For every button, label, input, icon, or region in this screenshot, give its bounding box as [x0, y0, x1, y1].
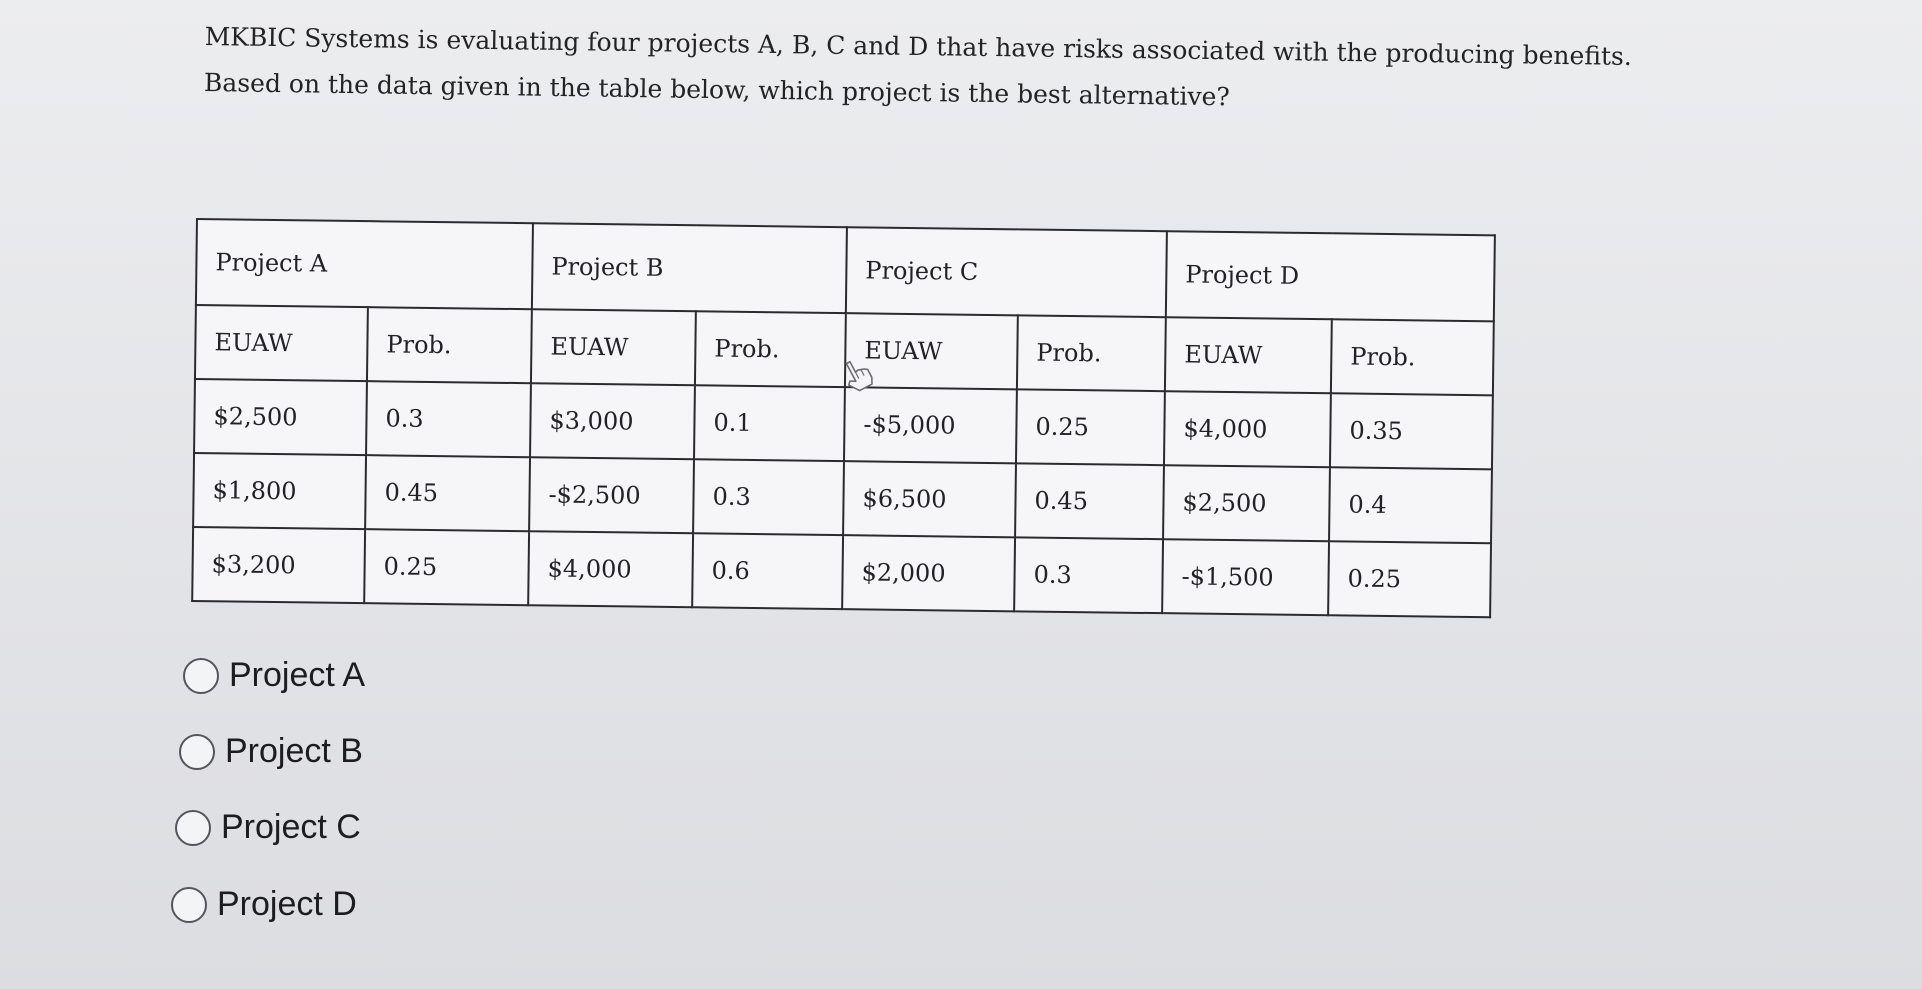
- table-cell: 0.45: [365, 455, 530, 531]
- option-project-c[interactable]: [175, 808, 361, 847]
- table-cell: $1,800: [193, 453, 366, 529]
- table-cell: 0.35: [1330, 393, 1493, 469]
- subheader-euaw: EUAW: [1165, 317, 1332, 393]
- table-cell: 0.4: [1329, 467, 1492, 543]
- table-cell: 0.3: [366, 381, 531, 457]
- radio-button-icon[interactable]: [171, 887, 207, 923]
- table-cell: 0.3: [1014, 537, 1163, 613]
- table-cell: -$5,000: [844, 387, 1017, 463]
- project-c-header: Project C: [846, 227, 1167, 317]
- option-label[interactable]: Project C: [221, 808, 361, 846]
- table-cell: 0.45: [1015, 463, 1164, 539]
- table-cell: $6,500: [843, 461, 1016, 537]
- subheader-euaw: EUAW: [531, 309, 696, 385]
- table-cell: $3,000: [530, 383, 695, 459]
- project-a-header: Project A: [196, 219, 533, 309]
- table-cell: 0.6: [692, 533, 843, 609]
- project-header-row: [196, 219, 1495, 321]
- table-cell: 0.1: [694, 385, 845, 461]
- table-cell: 0.25: [364, 529, 529, 605]
- table-cell: $2,500: [194, 379, 367, 455]
- radio-button-icon[interactable]: [175, 810, 211, 846]
- table-cell: 0.25: [1016, 389, 1165, 465]
- radio-button-icon[interactable]: [179, 734, 215, 770]
- radio-button-icon[interactable]: [183, 658, 219, 694]
- table-cell: $4,000: [1164, 391, 1331, 467]
- project-data-table: [191, 218, 1496, 618]
- option-project-d[interactable]: [171, 885, 357, 924]
- option-label[interactable]: Project D: [217, 885, 357, 923]
- table-cell: 0.25: [1328, 541, 1491, 617]
- subheader-euaw: EUAW: [845, 313, 1018, 389]
- table-cell: -$2,500: [529, 457, 694, 533]
- question-text: MKBIC Systems is evaluating four projects A, B, C and D that have risks associated with the producing benefits. Based on the data given in the table below, which project is the best alternative?: [203, 21, 1633, 112]
- option-label[interactable]: Project A: [229, 656, 366, 694]
- table-row: [192, 527, 1491, 617]
- project-b-header: Project B: [532, 223, 847, 313]
- subheader-prob: Prob.: [1331, 319, 1494, 395]
- option-project-a[interactable]: [183, 656, 365, 695]
- project-table-container: [191, 218, 1496, 618]
- table-cell: $3,200: [192, 527, 365, 603]
- project-d-header: Project D: [1166, 231, 1495, 321]
- subheader-euaw: EUAW: [195, 305, 368, 381]
- table-cell: 0.3: [693, 459, 844, 535]
- table-cell: $2,500: [1163, 465, 1330, 541]
- table-cell: $4,000: [528, 531, 693, 607]
- option-label[interactable]: Project B: [225, 732, 363, 770]
- subheader-prob: Prob.: [1017, 315, 1166, 391]
- table-cell: $2,000: [842, 535, 1015, 611]
- option-project-b[interactable]: [179, 732, 363, 771]
- subheader-prob: Prob.: [695, 311, 846, 387]
- subheader-prob: Prob.: [367, 307, 532, 383]
- table-cell: -$1,500: [1162, 539, 1329, 615]
